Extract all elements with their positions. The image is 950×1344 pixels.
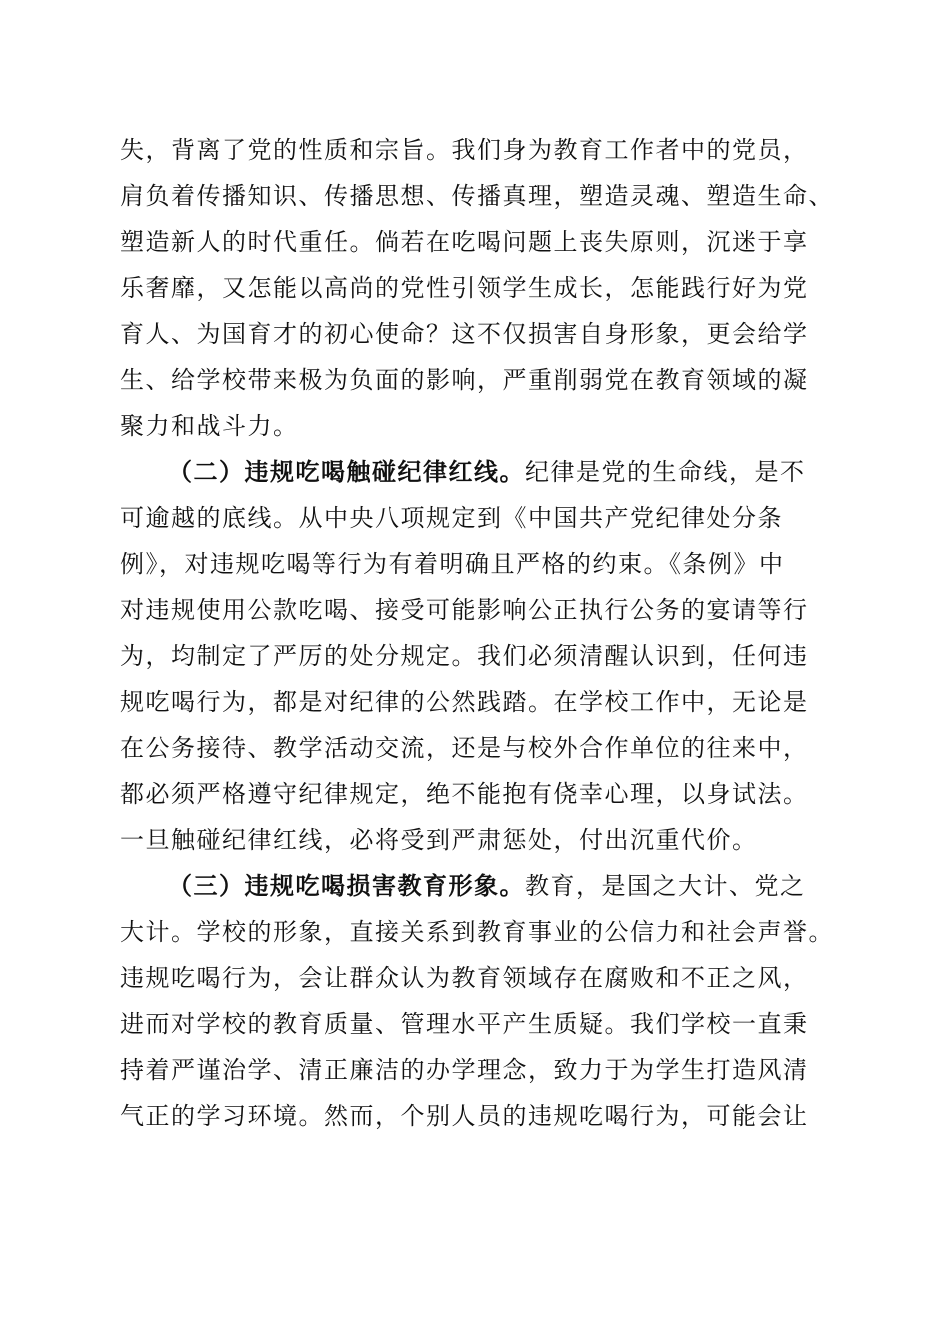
body-text-line: 在公务接待、教学活动交流，还是与校外合作单位的往来中， bbox=[120, 734, 809, 762]
section-heading-line: （二）违规吃喝触碰纪律红线。纪律是党的生命线，是不 bbox=[168, 457, 806, 486]
body-text-line: 违规吃喝行为，会让群众认为教育领域存在腐败和不正之风， bbox=[120, 964, 809, 992]
body-text-line: 可逾越的底线。从中央八项规定到《中国共产党纪律处分条 bbox=[120, 504, 783, 532]
body-text-line: 为，均制定了严厉的处分规定。我们必须清醒认识到，任何违 bbox=[120, 642, 809, 670]
body-text-line: 塑造新人的时代重任。倘若在吃喝问题上丧失原则，沉迷于享 bbox=[120, 228, 809, 256]
body-text-line: 都必须严格遵守纪律规定，绝不能抱有侥幸心理，以身试法。 bbox=[120, 780, 809, 808]
section-heading: （三）违规吃喝损害教育形象。 bbox=[168, 871, 525, 900]
body-text-line: 乐奢靡，又怎能以高尚的党性引领学生成长，怎能践行好为党 bbox=[120, 274, 809, 302]
section-heading-line: （三）违规吃喝损害教育形象。教育，是国之大计、党之 bbox=[168, 871, 806, 900]
body-text-line: 生、给学校带来极为负面的影响，严重削弱党在教育领域的凝 bbox=[120, 366, 809, 394]
body-text-line: 大计。学校的形象，直接关系到教育事业的公信力和社会声誉。 bbox=[120, 918, 834, 946]
body-text-line: 持着严谨治学、清正廉洁的办学理念，致力于为学生打造风清 bbox=[120, 1056, 809, 1084]
section-heading: （二）违规吃喝触碰纪律红线。 bbox=[168, 457, 525, 486]
body-text-line: 肩负着传播知识、传播思想、传播真理，塑造灵魂、塑造生命、 bbox=[120, 182, 834, 210]
body-text-line: 例》，对违规吃喝等行为有着明确且严格的约束。《条例》中 bbox=[120, 550, 785, 578]
body-text-line: 聚力和战斗力。 bbox=[120, 412, 299, 440]
body-text-line: 进而对学校的教育质量、管理水平产生质疑。我们学校一直秉 bbox=[120, 1010, 809, 1038]
body-text-line: 气正的学习环境。然而，个别人员的违规吃喝行为，可能会让 bbox=[120, 1102, 809, 1130]
body-text-line: 规吃喝行为，都是对纪律的公然践踏。在学校工作中，无论是 bbox=[120, 688, 809, 716]
body-text-line: 对违规使用公款吃喝、接受可能影响公正执行公务的宴请等行 bbox=[120, 596, 809, 624]
body-text-line: 失，背离了党的性质和宗旨。我们身为教育工作者中的党员， bbox=[120, 136, 809, 164]
body-text-line: 一旦触碰纪律红线，必将受到严肃惩处，付出沉重代价。 bbox=[120, 826, 758, 854]
body-text-line: 育人、为国育才的初心使命？这不仅损害自身形象，更会给学 bbox=[120, 320, 809, 348]
